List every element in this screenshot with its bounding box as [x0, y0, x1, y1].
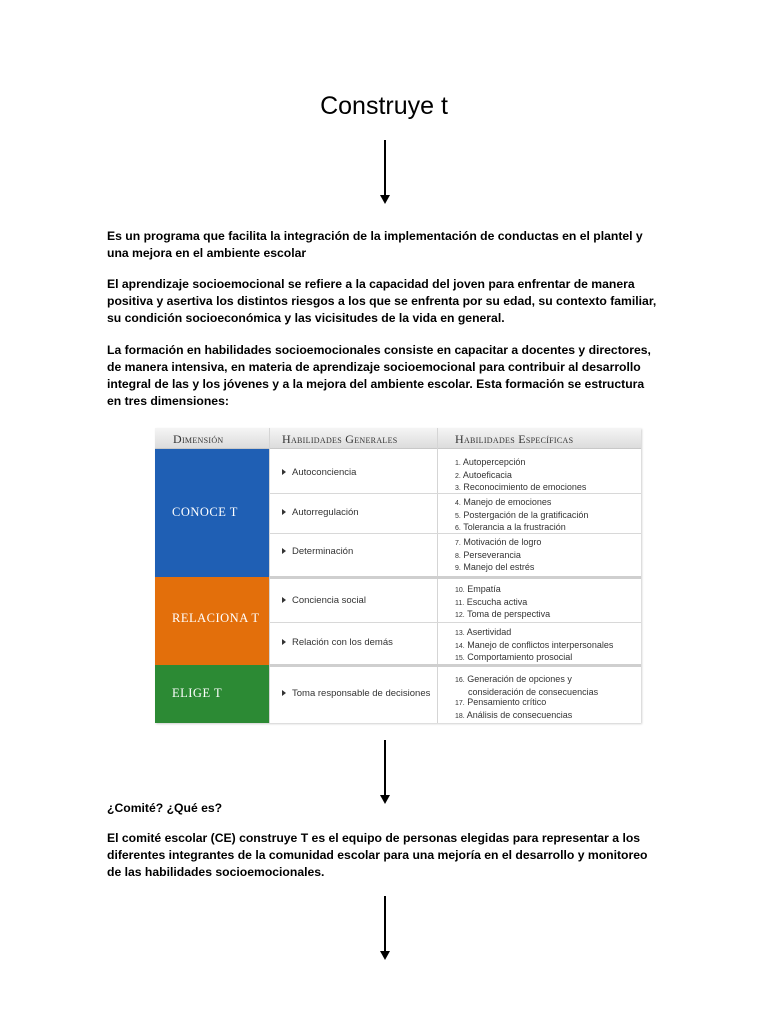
general-skill: Determinación: [282, 546, 353, 557]
down-arrow-icon: [377, 140, 393, 204]
specific-skills: 7. Motivación de logro 8. Perseverancia 9. Manejo del estrés: [455, 537, 542, 573]
down-arrow-icon: [377, 740, 393, 804]
header-dimension: Dimensión: [173, 432, 224, 446]
table-header: [155, 428, 641, 449]
down-arrow-icon: [377, 896, 393, 960]
header-specific: Habilidades Específicas: [455, 432, 574, 446]
general-skill: Autoconciencia: [282, 467, 356, 478]
general-skill: Conciencia social: [282, 595, 366, 606]
dimension-conoce: CONOCE T: [155, 449, 269, 577]
training-paragraph: La formación en habilidades socioemocionales consiste en capacitar a docentes y directores, de manera intensiva, en materia de aprendizaje socioemocional para contribuir al desarrollo integral de las y los jóvenes y a la mejora del ambiente escolar. Esta formación se estructura en tres dimensiones:: [107, 343, 651, 408]
general-skill: Toma responsable de decisiones: [282, 688, 430, 699]
dimensions-table: [155, 428, 641, 723]
committee-paragraph: El comité escolar (CE) construye T es el equipo de personas elegidas para representar a los diferentes integrantes de la comunidad escolar para una mejoría en el desarrollo y monitoreo de las habilidades socioemocionales.: [107, 831, 648, 879]
specific-skills: 1. Autopercepción 2. Autoeficacia 3. Reconocimiento de emociones: [455, 457, 587, 493]
intro-paragraph: Es un programa que facilita la integración de la implementación de conductas en el plantel y una mejora en el ambiente escolar: [107, 229, 643, 260]
header-general: Habilidades Generales: [282, 432, 398, 446]
dimension-relaciona: RELACIONA T: [155, 577, 269, 665]
specific-skills: 16. Generación de opciones y consideración de consecuencias 17. Pensamiento crítico 18. Análisis de consecuencias: [455, 674, 599, 720]
specific-skills: 10. Empatía 11. Escucha activa 12. Toma de perspectiva: [455, 584, 551, 620]
general-skill: Relación con los demás: [282, 637, 393, 648]
page-title: Construye t: [320, 92, 448, 120]
socioemotional-paragraph: El aprendizaje socioemocional se refiere a la capacidad del joven para enfrentar de manera positiva y asertiva los distintos riesgos a los que se enfrenta por su edad, su contexto familiar, su condición socioeconómica y las vicisitudes de la vida en general.: [107, 277, 657, 325]
committee-question: ¿Comité? ¿Qué es?: [107, 801, 223, 815]
specific-skills: 13. Asertividad 14. Manejo de conflictos interpersonales 15. Comportamiento prosocial: [455, 627, 614, 663]
dimension-elige: ELIGE T: [155, 665, 269, 723]
specific-skills: 4. Manejo de emociones 5. Postergación de la gratificación 6. Tolerancia a la frustración: [455, 497, 589, 533]
general-skill: Autorregulación: [282, 507, 359, 518]
